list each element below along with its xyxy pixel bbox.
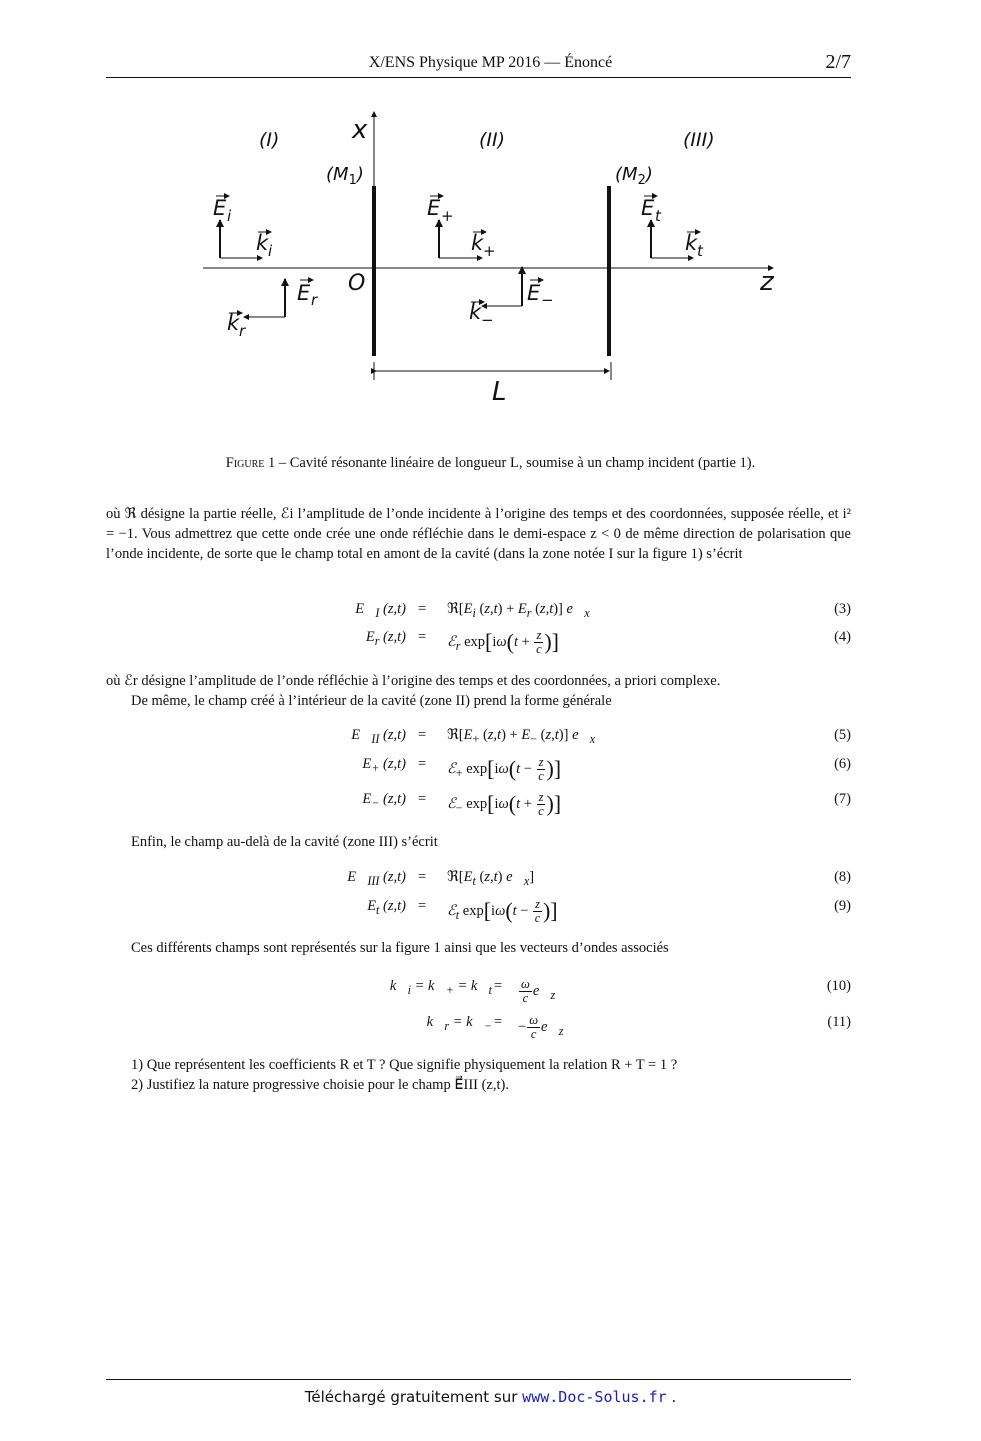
length-label: L: [492, 377, 507, 407]
svg-text:−: −: [481, 311, 494, 329]
figure-caption: Figure 1 – Cavité résonante linéaire de longueur L, soumise à un champ incident (partie 1).: [225, 455, 756, 471]
svg-text:k: k: [256, 231, 269, 255]
equation-9: $E_t$ (z,t) = ℰ$_t$ exp[iω(t − $\frac{z}{c}$ )] (9): [367, 897, 851, 926]
svg-text:k: k: [469, 300, 482, 324]
svg-text:t: t: [697, 242, 703, 260]
question-1: 1) Que représentent les coefficients R et T ? Que signifie physiquement la relation R + T = 1 ?: [131, 1057, 678, 1073]
k-plus-label: [471, 231, 496, 260]
equation-8: $E⃗_{III}$ (z,t) = $ℜ[E_t$ (z,t) $e⃗_x$] (8): [347, 869, 851, 888]
page-number: 2/7: [825, 51, 851, 73]
k-minus-label: [469, 300, 494, 329]
zone-label-2: (II): [479, 129, 506, 151]
k-i-label: [256, 231, 273, 260]
z-axis-label: z: [760, 267, 774, 297]
question-2: 2) Justifiez la nature progressive choisie pour le champ E⃗III (z,t).: [131, 1077, 509, 1093]
x-axis-label: x: [352, 115, 368, 145]
svg-text:−: −: [541, 291, 554, 309]
equation-3: $E⃗_I$ (z,t) = $ℜ[E_i$ $(z,t) + E_r$ (z,t)] $e⃗_x$ (3): [355, 601, 851, 620]
equation-6: $E_+$ (z,t) = ℰ$_+$ exp[iω(t − $\frac{z}{c}$ )] (6): [362, 755, 851, 784]
svg-text:+: +: [483, 242, 496, 260]
e-minus-label: [527, 280, 554, 309]
paragraph-2a: où ℰr désigne l’amplitude de l’onde réfléchie à l’origine des temps et des coordonnées, a priori complexe.: [106, 673, 721, 689]
footer-rule: [106, 1379, 851, 1380]
svg-text:k: k: [471, 231, 484, 255]
svg-text:r: r: [311, 291, 318, 309]
equation-7: $E_-$ (z,t) = ℰ$_-$ exp[iω(t + $\frac{z}{c}$ )] (7): [362, 790, 851, 819]
svg-text:r: r: [239, 322, 246, 340]
svg-text:k: k: [227, 311, 240, 335]
mirror1-label: $(M_1)$: [326, 164, 364, 188]
svg-text:t: t: [655, 207, 661, 225]
origin-label: O: [348, 271, 366, 296]
paragraph-2b: De même, le champ créé à l’intérieur de la cavité (zone II) prend la forme générale: [131, 693, 612, 709]
svg-text:i: i: [268, 242, 273, 260]
footer-text: Téléchargé gratuitement sur: [304, 1388, 523, 1406]
zone-label-3: (III): [683, 129, 715, 151]
equation-10: $k⃗_i$ = $k⃗_+$ = $k⃗_t$ = $\frac{\omega}{c}$ $e⃗_z$ (10): [389, 977, 851, 1005]
paragraph-1: où ℜ désigne la partie réelle, ℰi l’amplitude de l’onde incidente à l’origine des temps et des coordonnées, supposée réelle, et i² = −1. Vous admettrez que cette onde crée une onde réfléchie dans le demi-espace z < 0 de même direction de polarisation que l’onde incidente, de sorte que le champ total en amont de la cavité (dans la zone notée I sur la figure 1) s’écrit: [106, 506, 851, 562]
e-plus-label: [427, 196, 454, 225]
e-r-label: [297, 280, 318, 309]
footer-end: .: [666, 1388, 677, 1406]
footer: [0, 1388, 981, 1406]
svg-text:k: k: [685, 231, 698, 255]
svg-text:E: E: [641, 196, 655, 220]
paragraph-3: Enfin, le champ au-delà de la cavité (zone III) s’écrit: [131, 834, 438, 850]
k-t-label: [685, 231, 704, 260]
svg-text:E: E: [427, 196, 441, 220]
cavity-figure: [0, 0, 981, 430]
equation-11: $k⃗_r$ = $k⃗_-$ = − $\frac{\omega}{c}$ $e⃗_z$ (11): [426, 1013, 851, 1041]
svg-text:E: E: [297, 281, 311, 305]
k-r-label: [227, 311, 246, 340]
header-title: X/ENS Physique MP 2016 — Énoncé: [368, 54, 613, 71]
paragraph-4: Ces différents champs sont représentés sur la figure 1 ainsi que les vecteurs d’ondes associés: [131, 940, 669, 956]
svg-text:i: i: [227, 207, 232, 225]
svg-text:E: E: [527, 281, 541, 305]
equation-4: $E_r$ (z,t) = ℰ$_r$ exp[iω(t + $\frac{z}{c}$ )] (4): [365, 628, 851, 657]
footer-link[interactable]: www.Doc-Solus.fr: [522, 1388, 667, 1406]
equation-5: $E⃗_{II}$ (z,t) = $ℜ[E_+$ $(z,t) + E_-$ (z,t)] $e⃗_x$ (5): [351, 727, 851, 746]
e-i-label: [213, 196, 232, 225]
svg-text:+: +: [441, 207, 454, 225]
mirror2-label: $(M_2)$: [615, 164, 653, 188]
zone-label-1: (I): [259, 129, 280, 151]
svg-text:E: E: [213, 196, 227, 220]
